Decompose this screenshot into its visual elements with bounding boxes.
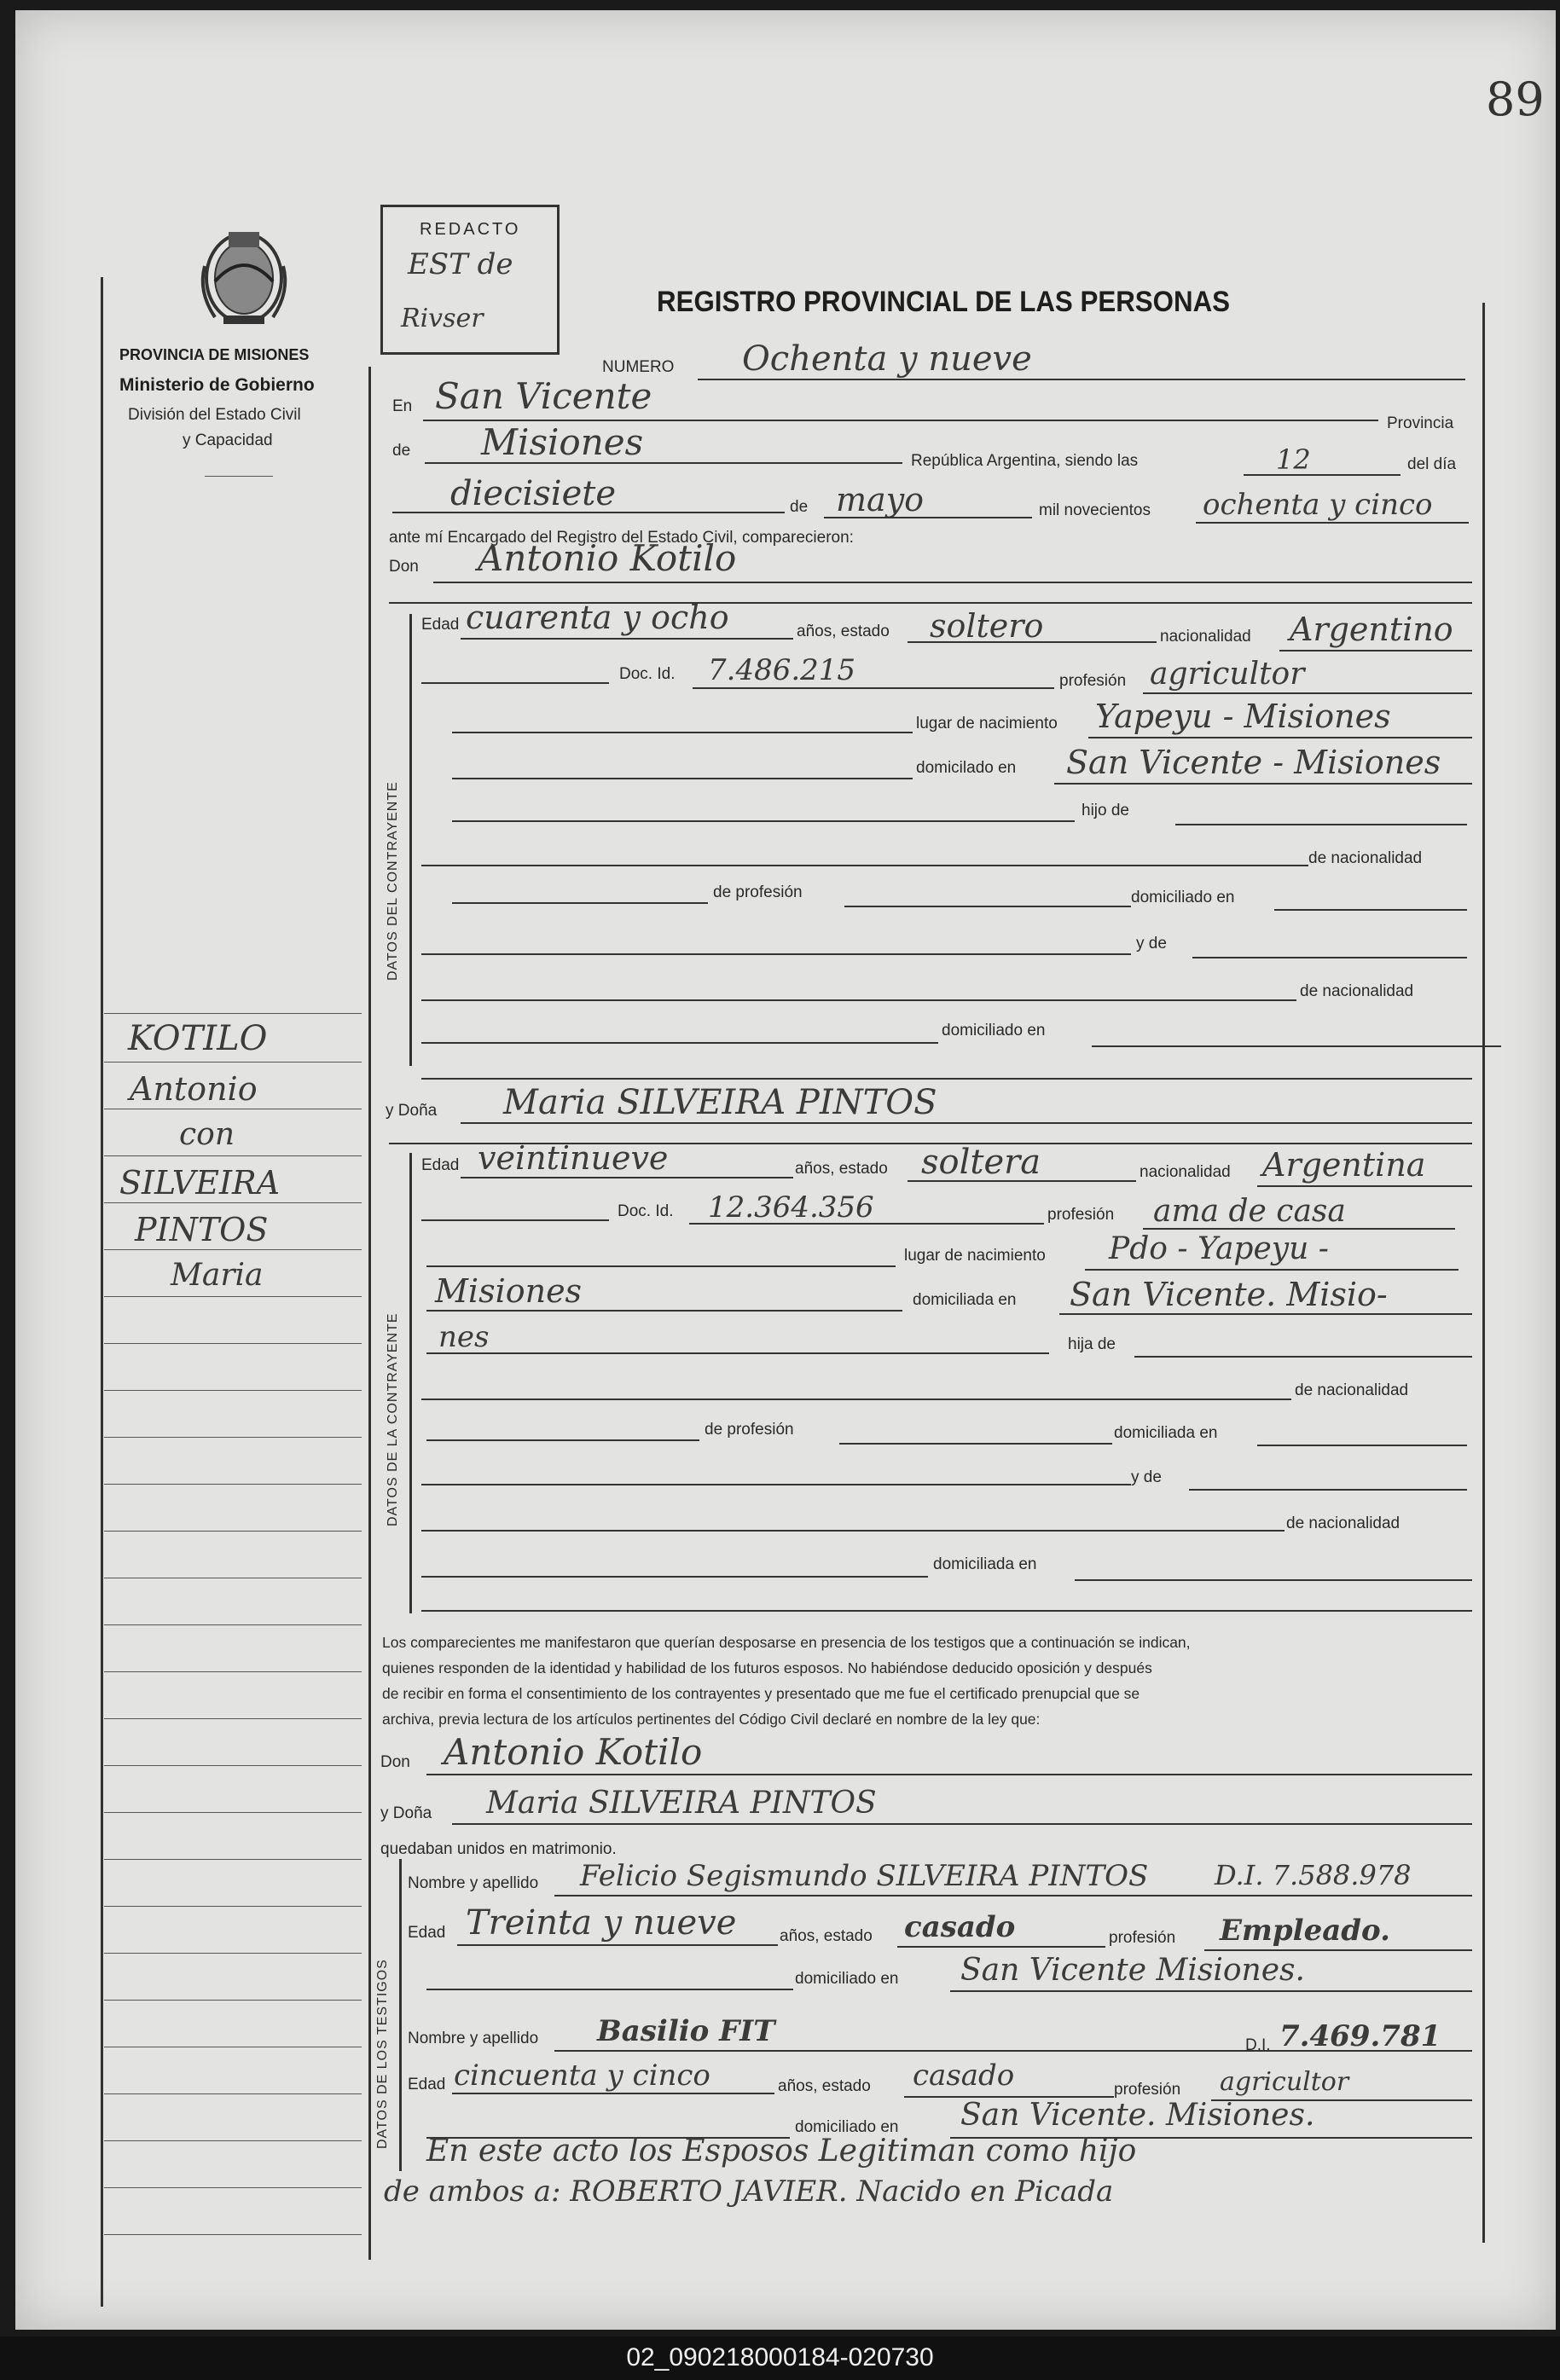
di-label: D.I. <box>1245 2036 1271 2054</box>
province-label: PROVINCIA DE MISIONES <box>119 346 310 363</box>
testigo1-profesion: Empleado. <box>1220 1914 1390 1948</box>
profesion-f-label: profesión <box>1047 1206 1115 1224</box>
ministry-label: Ministerio de Gobierno <box>119 375 315 395</box>
estado-f-value: soltera <box>921 1143 1041 1182</box>
hijo-de-label: hijo de <box>1082 802 1129 819</box>
section-contrayenta: DATOS DE LA CONTRAYENTE <box>386 1312 400 1526</box>
document-title: REGISTRO PROVINCIAL DE LAS PERSONAS <box>657 286 1231 318</box>
contrayente-bracket <box>409 614 412 1066</box>
de-profesion-f-label: de profesión <box>705 1421 794 1439</box>
testigo2-di: 7.469.781 <box>1279 2019 1441 2053</box>
page-number: 89 <box>1486 72 1545 126</box>
nacionalidad-f-value: Argentina <box>1262 1146 1426 1184</box>
testigo2-profesion: agricultor <box>1220 2067 1349 2097</box>
footer-id: 02_090218000184-020730 <box>626 2343 934 2371</box>
en-label: En <box>392 397 413 415</box>
nacionalidad-value: Argentino <box>1290 611 1453 648</box>
left-margin-rule <box>101 277 103 2307</box>
anos-estado-t2-label: años, estado <box>778 2077 871 2095</box>
redacto-handwriting-2: Rivser <box>401 304 484 333</box>
anio-value: ochenta y cinco <box>1203 488 1433 522</box>
nota-line-2: de ambos a: ROBERTO JAVIER. Nacido en Picada <box>384 2174 1114 2209</box>
margin-note-line-1: KOTILO <box>128 1019 268 1058</box>
republica-label: República Argentina, siendo las <box>911 452 1139 470</box>
don2-value: Antonio Kotilo <box>444 1731 703 1773</box>
doc-id-label: Doc. Id. <box>619 665 676 683</box>
paragraph-line-2: quienes responden de la identidad y habilidad de los futuros esposos. No habiéndose deducido oposición y después <box>382 1659 1152 1676</box>
paragraph-line-1: Los comparecientes me manifestaron que querían desposarse en presencia de los testigos que a continuación se indican, <box>382 1634 1191 1651</box>
mil-label: mil novecientos <box>1039 501 1151 519</box>
de-label: de <box>392 442 411 460</box>
de-nacionalidad-label-2: de nacionalidad <box>1300 982 1414 1000</box>
ante-label: ante mí Encargado del Registro del Estado Civil, comparecieron: <box>389 529 854 547</box>
domicilio-f-value-2: nes <box>438 1320 490 1354</box>
edad-f-value: veintinueve <box>478 1139 669 1177</box>
testigo2-edad: cincuenta y cinco <box>454 2059 710 2093</box>
nacionalidad-label: nacionalidad <box>1160 628 1251 646</box>
profesion-t2-label: profesión <box>1114 2081 1181 2099</box>
de-profesion-label: de profesión <box>713 883 803 901</box>
contrayenta-bracket <box>409 1153 412 1613</box>
don-value: Antonio Kotilo <box>478 537 737 579</box>
don2-label: Don <box>380 1753 410 1771</box>
domiciliado-t2-label: domiciliado en <box>795 2118 899 2136</box>
don-label: Don <box>389 558 419 576</box>
doc-id-f-label: Doc. Id. <box>618 1202 674 1220</box>
provincia-label: Provincia <box>1387 414 1454 432</box>
hora-value: 12 <box>1276 443 1311 476</box>
testigo1-edad: Treinta y nueve <box>466 1903 737 1943</box>
testigo2-dom: San Vicente. Misiones. <box>960 2098 1315 2133</box>
margin-note-line-2: Antonio <box>130 1070 258 1108</box>
domicilio-f-value: San Vicente. Misio- <box>1070 1276 1388 1313</box>
edad-f-label: Edad <box>421 1156 460 1174</box>
y-dona2-label: y Doña <box>380 1804 432 1822</box>
dona2-value: Maria SILVEIRA PINTOS <box>486 1786 877 1821</box>
domiciliado-en-label-2: domiciliado en <box>942 1022 1046 1039</box>
edad-label: Edad <box>421 616 460 634</box>
lugar-nac-f-label: lugar de nacimiento <box>904 1247 1046 1265</box>
del-dia-label: del día <box>1407 455 1457 473</box>
y-dona-label: y Doña <box>386 1102 438 1120</box>
margin-note-line-3: con <box>179 1117 235 1152</box>
doc-f-value: 12.364.356 <box>708 1190 874 1225</box>
lugar-value: San Vicente <box>435 375 652 417</box>
doc-value: 7.486.215 <box>708 653 856 687</box>
paragraph-line-3: de recibir en forma el consentimiento de los contrayentes y presentado que me fue el certificado prenupcial que se <box>382 1685 1140 1702</box>
coat-of-arms-emblem <box>189 215 299 333</box>
lugar-nac-value: Yapeyu - Misiones <box>1095 698 1391 735</box>
redacto-label: REDACTO <box>420 220 521 239</box>
nombre-apellido-1-label: Nombre y apellido <box>408 1874 539 1892</box>
anos-estado-label: años, estado <box>797 623 890 640</box>
domiciliado-t1-label: domiciliado en <box>795 1970 899 1988</box>
anos-estado-t1-label: años, estado <box>780 1927 873 1945</box>
anos-estado-f-label: años, estado <box>795 1160 888 1178</box>
domiciliada-en-f-label-2: domiciliada en <box>933 1555 1037 1573</box>
domicilio-label: domicilado en <box>916 759 1017 777</box>
provincia-value: Misiones <box>481 421 644 463</box>
de2-label: de <box>790 498 809 516</box>
numero-value: Ochenta y nueve <box>742 339 1032 379</box>
dona-value: Maria SILVEIRA PINTOS <box>503 1083 937 1122</box>
division-label-1: División del Estado Civil <box>128 406 301 424</box>
margin-note-line-4: SILVEIRA <box>119 1164 281 1202</box>
right-margin-rule <box>1482 303 1485 2243</box>
quedaban-label: quedaban unidos en matrimonio. <box>380 1840 617 1858</box>
domiciliada-en-f-label: domiciliada en <box>1114 1424 1218 1442</box>
testigos-bracket <box>399 1859 402 2171</box>
redacto-handwriting-1: EST de <box>408 247 513 281</box>
section-testigos: DATOS DE LOS TESTIGOS <box>375 1959 390 2149</box>
edad-value: cuarenta y ocho <box>466 599 729 636</box>
testigo2-estado: casado <box>913 2059 1015 2093</box>
lugar-nac-label: lugar de nacimiento <box>916 715 1058 733</box>
left-column-rule <box>368 367 371 2260</box>
domicilio-value: San Vicente - Misiones <box>1066 744 1441 781</box>
section-contrayente: DATOS DEL CONTRAYENTE <box>386 781 400 981</box>
nacionalidad-f-label: nacionalidad <box>1140 1163 1231 1181</box>
margin-note-line-5: PINTOS <box>135 1211 269 1248</box>
testigo1-nombre: Felicio Segismundo SILVEIRA PINTOS <box>580 1859 1149 1893</box>
de-nacionalidad-label: de nacionalidad <box>1308 849 1423 867</box>
estado-value: soltero <box>930 607 1044 645</box>
testigo1-estado: casado <box>904 1910 1016 1944</box>
domiciliado-en-label: domiciliado en <box>1131 889 1235 906</box>
nombre-apellido-2-label: Nombre y apellido <box>408 2030 539 2047</box>
profesion-f-value: ama de casa <box>1153 1194 1346 1229</box>
hija-de-label: hija de <box>1068 1335 1116 1353</box>
testigo1-dom: San Vicente Misiones. <box>960 1953 1305 1988</box>
dia-value: diecisiete <box>450 474 617 513</box>
testigo2-nombre: Basilio FIT <box>597 2014 775 2048</box>
division-label-2: y Capacidad <box>183 431 273 449</box>
profesion-label: profesión <box>1059 672 1127 690</box>
de-nacionalidad-f-label-2: de nacionalidad <box>1286 1514 1401 1532</box>
edad-t2-label: Edad <box>408 2076 446 2093</box>
mes-value: mayo <box>836 481 925 518</box>
y-de-label: y de <box>1136 935 1167 953</box>
y-de-f-label: y de <box>1131 1468 1162 1486</box>
numero-label: NUMERO <box>602 358 675 376</box>
edad-t1-label: Edad <box>408 1924 446 1942</box>
profesion-t1-label: profesión <box>1109 1929 1176 1947</box>
paragraph-line-4: archiva, previa lectura de los artículos pertinentes del Código Civil declaré en nombre de la ley que: <box>382 1711 1041 1728</box>
nota-line-1: En este acto los Esposos Legitiman como hijo <box>426 2134 1137 2169</box>
profesion-value: agricultor <box>1150 657 1305 692</box>
lugar-nac-f-value-2: Misiones <box>435 1272 583 1310</box>
de-nacionalidad-f-label: de nacionalidad <box>1295 1381 1409 1399</box>
margin-note-line-6: Maria <box>171 1258 264 1293</box>
domicilio-f-label: domiciliada en <box>913 1291 1017 1309</box>
lugar-nac-f-value: Pdo - Yapeyu - <box>1109 1231 1329 1266</box>
testigo1-di: D.I. 7.588.978 <box>1215 1859 1412 1891</box>
